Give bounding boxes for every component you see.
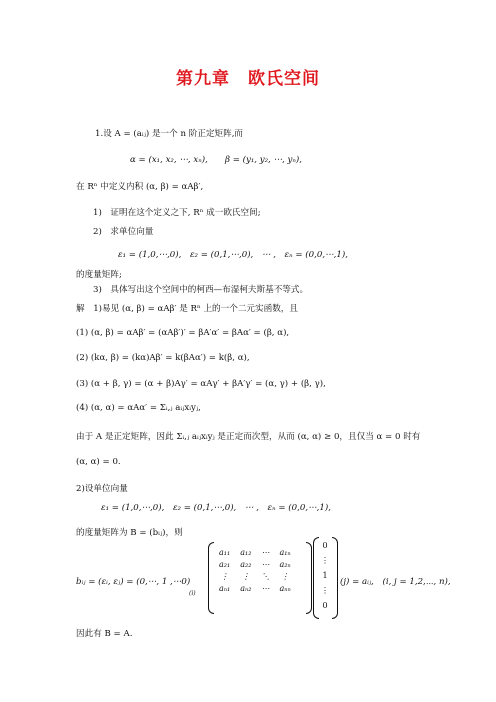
matrix-cell: ⋯ bbox=[261, 583, 270, 593]
question-3: 3) 具体写出这个空间中的柯西—布湿柯夫斯基不等式。 bbox=[93, 285, 309, 295]
chapter-title: 第九章 欧氏空间 bbox=[176, 69, 320, 89]
positive-definite-argument: 由于 A 是正定矩阵，因此 Σᵢ,ⱼ aᵢⱼxᵢyⱼ 是正定而次型，从而 (α, α) ≥ 0，且仅当 α = 0 时有 bbox=[76, 432, 421, 442]
vector-cell: ⋮ bbox=[321, 586, 329, 595]
property-2: (2) (kα, β) = (kα)Aβ′ = k(βAα′) = k(β, α), bbox=[76, 353, 250, 363]
matrix-cell: ⋯ bbox=[261, 559, 270, 569]
metric-matrix-text: 的度量矩阵; bbox=[76, 270, 122, 280]
vector-definitions: α = (x₁, x₂, ⋯, xₙ), β = (y₁, y₂, ⋯, yₙ), bbox=[130, 155, 302, 165]
matrix-cell: a₁ₙ bbox=[279, 547, 291, 557]
index-i: (i) bbox=[189, 590, 196, 597]
vector-cell: 1 bbox=[322, 571, 328, 580]
zero-condition: (α, α) = 0. bbox=[76, 457, 121, 467]
question-2: 2) 求单位向量 bbox=[93, 227, 154, 237]
matrix-cell: a₂₁ bbox=[219, 559, 231, 569]
part-2-intro: 2)设单位向量 bbox=[76, 484, 128, 494]
unit-vectors-2: ε₁ = (1,0,⋯,0), ε₂ = (0,1,⋯,0), ⋯ , εₙ = (0,0,⋯,1), bbox=[101, 503, 331, 513]
property-3: (3) (α + β, γ) = (α + β)Aγ′ = αAγ′ + βA′γ′ = (α, γ) + (β, γ), bbox=[76, 379, 326, 389]
matrix-cell: ⋮ bbox=[241, 571, 250, 581]
matrix-cell: aₙₙ bbox=[279, 583, 291, 593]
matrix-right-bracket bbox=[306, 542, 312, 614]
metric-matrix-b: 的度量矩阵为 B = (bᵢⱼ)，则 bbox=[76, 528, 183, 538]
matrix-cell: a₁₁ bbox=[219, 547, 231, 557]
vector-cell: 0 bbox=[322, 601, 328, 610]
matrix-cell: a₁₂ bbox=[240, 547, 252, 557]
matrix-cell: a₂₂ bbox=[240, 559, 252, 569]
question-1: 1) 证明在这个定义之下, Rⁿ 成一欧氏空间; bbox=[93, 208, 261, 218]
matrix-cell: a₂ₙ bbox=[279, 559, 291, 569]
matrix-cell: ⋮ bbox=[281, 571, 290, 581]
matrix-a bbox=[214, 546, 296, 594]
bij-formula-left: bᵢⱼ = (εᵢ, εⱼ) = (0,⋯, 1 ,⋯0) bbox=[76, 577, 191, 587]
matrix-cell: ⋯ bbox=[261, 547, 270, 557]
matrix-cell: ⋮ bbox=[220, 571, 229, 581]
vector-cell: 0 bbox=[322, 541, 328, 550]
vector-right-bracket bbox=[332, 537, 338, 619]
conclusion: 因此有 B = A. bbox=[76, 629, 133, 639]
matrix-cell: ⋱ bbox=[261, 571, 270, 581]
property-1: (1) (α, β) = αAβ′ = (αAβ′)′ = βA′α′ = βAα′ = (β, α), bbox=[76, 328, 290, 338]
vector-cell: ⋮ bbox=[321, 556, 329, 565]
solution-intro: 解 1)易见 (α, β) = αAβ′ 是 Rⁿ 上的一个二元实函数，且 bbox=[76, 304, 298, 314]
inner-product-definition: 在 Rⁿ 中定义内积 (α, β) = αAβ′, bbox=[76, 182, 204, 192]
property-4: (4) (α, α) = αAα′ = Σᵢ,ⱼ aᵢⱼxᵢyⱼ, bbox=[76, 403, 201, 413]
unit-vectors: ε₁ = (1,0,⋯,0), ε₂ = (0,1,⋯,0), ⋯ , εₙ = (0,0,⋯,1), bbox=[118, 250, 348, 260]
matrix-cell: aₙ₁ bbox=[219, 583, 231, 593]
bij-formula-right: (j) = aᵢⱼ, (i, j = 1,2,⋯, n), bbox=[340, 577, 451, 587]
problem-statement: 1.设 A = (aᵢⱼ) 是一个 n 阶正定矩阵,而 bbox=[95, 129, 244, 139]
matrix-cell: aₙ₂ bbox=[240, 583, 252, 593]
